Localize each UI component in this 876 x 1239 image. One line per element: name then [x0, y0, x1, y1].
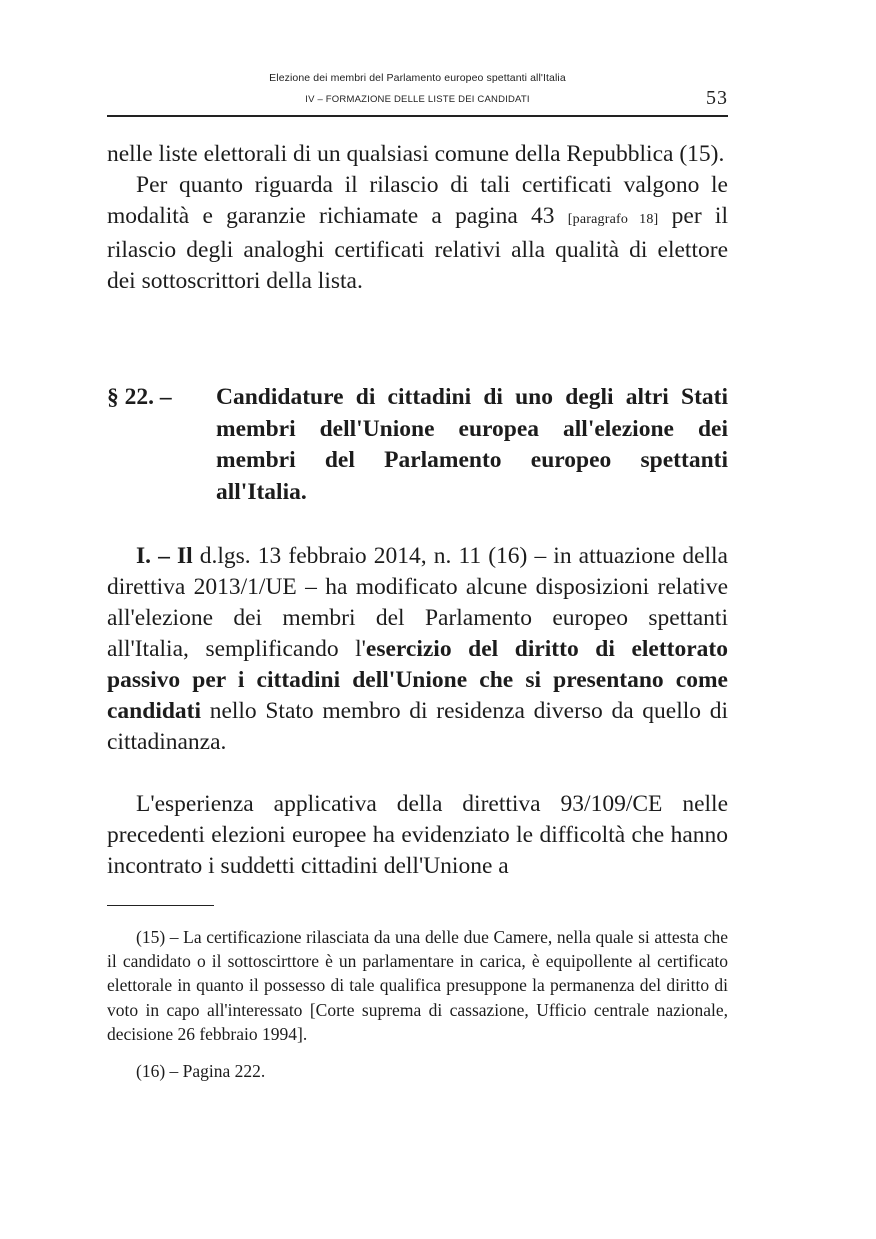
- cross-reference: [paragrafo 18]: [567, 212, 659, 227]
- running-header-chapter: IV – FORMAZIONE DELLE LISTE DEI CANDIDATI: [305, 94, 530, 105]
- paragraph-continuation: nelle liste elettorali di un qualsiasi comune della Repubblica (15).: [107, 141, 725, 167]
- paragraph-dlgs-text1: d.lgs. 13 febbraio 2014, n. 11 (16) – in attuazione della direttiva 2013/1/UE – ha modificato alcune disposizioni relative all'elezione dei membri del Parlamento europeo spettanti all'Italia, semplificando l': [107, 543, 728, 662]
- running-header-title: Elezione dei membri del Parlamento europeo spettanti all'Italia: [269, 72, 566, 84]
- paragraph-certificates: [107, 170, 728, 297]
- paragraph-experience: L'esperienza applicativa della direttiva 93/109/CE nelle precedenti elezioni europee ha evidenziato le difficoltà che hanno incontrato i suddetti cittadini dell'Unione a: [107, 791, 728, 879]
- paragraph-dlgs-text2: nello Stato membro di residenza diverso da quello di cittadinanza.: [107, 698, 728, 755]
- running-header: [107, 70, 728, 116]
- body-text-block-2: [107, 541, 728, 758]
- page-number: 53: [706, 87, 728, 109]
- paragraph-lead: I. – Il: [136, 543, 193, 569]
- footnote-16: (16) – Pagina 222.: [136, 1061, 266, 1082]
- section-number: § 22. –: [107, 384, 172, 410]
- body-text-block-3: [107, 789, 728, 882]
- paragraph-certificates-main: Per quanto riguarda il rilascio di tali certificati valgono le modalità e garanzie richiamate a pagina 43: [107, 172, 728, 229]
- paragraph-dlgs: [107, 541, 728, 758]
- footnote-15: (15) – La certificazione rilasciata da una delle due Camere, nella quale si attesta che il candidato o il sottoscirttore è un parlamentare in carica, è equipollente al certificato elettorale in quanto il possesso di tale qualifica presuppone la permanenza del diritto di voto in capo all'interessato [Corte suprema di cassazione, Ufficio centrale nazionale, decisione 26 febbraio 1994].: [107, 927, 728, 1044]
- footnotes: [107, 925, 728, 1083]
- emphasized-text: esercizio del diritto di elettorato passivo per i cittadini dell'Unione che si presentano come candidati: [107, 636, 728, 724]
- body-text-block-1: [107, 139, 728, 297]
- footnote-separator: [107, 905, 214, 906]
- section-title: Candidature di cittadini di uno degli altri Stati membri dell'Unione europea all'elezione dei membri del Parlamento europeo spettanti all'Italia.: [216, 384, 728, 505]
- paragraph-certificates-tail: per il rilascio degli analoghi certificati relativi alla qualità di elettore dei sottoscrittori della lista.: [107, 203, 728, 294]
- header-rule: [107, 115, 728, 117]
